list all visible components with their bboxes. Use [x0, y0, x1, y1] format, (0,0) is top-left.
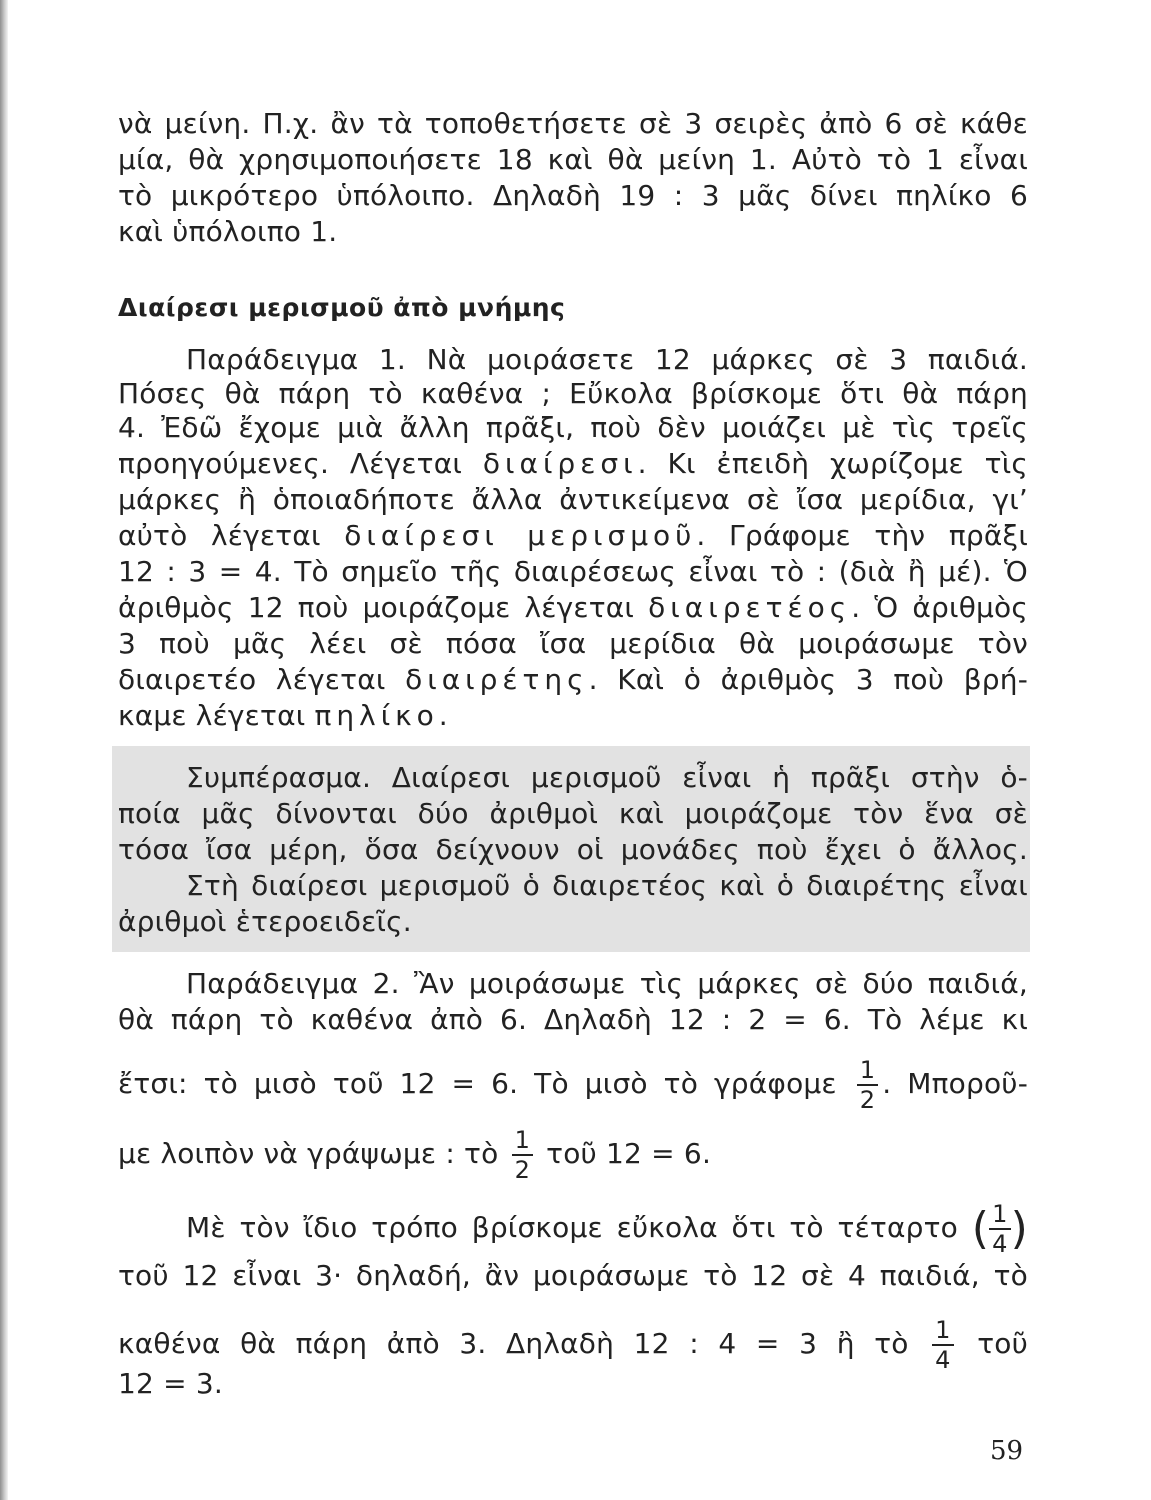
text-line: [118, 1316, 1029, 1374]
text-line: [118, 1126, 1028, 1184]
term-pilikio: πηλίκο: [314, 699, 439, 732]
fraction-numerator: 1: [512, 1126, 533, 1156]
paren-close: ): [1010, 1203, 1028, 1254]
conclusion-line: τόσα ἴσα μέρη, ὅσα δείχνουν οἱ μονάδες ποὺ ἔχει ὁ ἄλλος.: [118, 833, 1028, 866]
text-run: . Ὁ ἀριθμὸς: [851, 591, 1028, 624]
fraction-denominator: 4: [935, 1346, 951, 1374]
term-diairesi-merismou: διαίρεσι μερισμοῦ: [344, 519, 697, 552]
text-run: Μὲ τὸν ἴδιο τρόπο βρίσκομε εὔκολα ὅτι τὸ τέταρτο: [186, 1211, 958, 1244]
text-line: τὸ μικρότερο ὑπόλοιπο. Δηλαδὴ 19 : 3 μᾶς δίνει πηλίκο 6: [118, 179, 1028, 212]
text-line: Παράδειγμα 2. Ἂν μοιράσωμε τὶς μάρκες σὲ δύο παιδιά,: [186, 967, 1028, 1000]
text-line: νὰ μείνη. Π.χ. ἂν τὰ τοποθετήσετε σὲ 3 σειρὲς ἀπὸ 6 σὲ κάθε: [118, 107, 1028, 140]
text-run: τοῦ: [977, 1327, 1029, 1360]
text-run: διαιρετέο λέγεται: [118, 663, 406, 696]
text-run: . Μποροῦ-: [882, 1067, 1029, 1100]
conclusion-line: Στὴ διαίρεσι μερισμοῦ ὁ διαιρετέος καὶ ὁ διαιρέτης εἶναι: [186, 869, 1028, 902]
text-line: μία, θὰ χρησιμοποιήσετε 18 καὶ θὰ μείνη 1. Αὐτὸ τὸ 1 εἶναι: [118, 143, 1028, 176]
text-run: με λοιπὸν νὰ γράψωμε : τὸ: [118, 1137, 499, 1170]
text-line: 3 ποὺ μᾶς λέει σὲ πόσα ἴσα μερίδια θὰ μοιράσωμε τὸν: [118, 627, 1028, 660]
conclusion-line: Συμπέρασμα. Διαίρεσι μερισμοῦ εἶναι ἡ πρᾶξι στὴν ὁ-: [186, 761, 1028, 794]
fraction-numerator: 1: [932, 1316, 953, 1346]
text-line: [118, 588, 1028, 628]
text-line: [118, 696, 1028, 736]
text-run: ἀριθμὸς 12 ποὺ μοιράζομε λέγεται: [118, 591, 649, 624]
text-run: τοῦ 12 = 6.: [546, 1137, 712, 1170]
text-line: θὰ πάρη τὸ καθένα ἀπὸ 6. Δηλαδὴ 12 : 2 = 6. Τὸ λέμε κι: [118, 1003, 1028, 1036]
term-diaireteos: διαιρετέος: [648, 591, 852, 624]
text-line: Παράδειγμα 1. Νὰ μοιράσετε 12 μάρκες σὲ 3 παιδιά.: [186, 343, 1028, 376]
fraction-half: [857, 1056, 878, 1114]
text-line: [118, 444, 1028, 484]
text-run: ἔτσι: τὸ μισὸ τοῦ 12 = 6. Τὸ μισὸ τὸ γράφομε: [118, 1067, 837, 1100]
text-run: καμε λέγεται: [118, 699, 315, 732]
text-run: . Κι ἐπειδὴ χωρίζομε τὶς: [637, 447, 1028, 480]
text-line: 12 : 3 = 4. Τὸ σημεῖο τῆς διαιρέσεως εἶναι τὸ : (διὰ ἢ μέ). Ὁ: [118, 555, 1028, 588]
page-number: 59: [990, 1436, 1024, 1466]
paren-open: (: [971, 1203, 990, 1254]
fraction-quarter: [989, 1200, 1010, 1258]
text-run: αὐτὸ λέγεται: [118, 519, 345, 552]
fraction-denominator: 2: [514, 1156, 531, 1184]
term-diairesi: διαίρεσι: [482, 447, 638, 480]
text-line: καὶ ὑπόλοιπο 1.: [118, 215, 338, 248]
fraction-denominator: 4: [992, 1230, 1008, 1258]
text-line: μάρκες ἢ ὁποιαδήποτε ἄλλα ἀντικείμενα σὲ ἴσα μερίδια, γι’: [118, 483, 1028, 516]
term-diairetis: διαιρέτης: [405, 663, 589, 696]
fraction-numerator: 1: [989, 1200, 1010, 1230]
text-run: . Γράφομε τὴν πρᾶξι: [696, 519, 1029, 552]
text-line: Πόσες θὰ πάρη τὸ καθένα ; Εὔκολα βρίσκομε ὅτι θὰ πάρη: [118, 377, 1028, 410]
text-line: [118, 1056, 1029, 1114]
text-run: .: [438, 699, 448, 732]
text-run: προηγούμενες. Λέγεται: [118, 447, 483, 480]
text-line: τοῦ 12 εἶναι 3· δηλαδή, ἂν μοιράσωμε τὸ 12 σὲ 4 παιδιά, τὸ: [118, 1259, 1028, 1292]
text-line: 12 = 3.: [118, 1367, 224, 1400]
text-run: . Καὶ ὁ ἀριθμὸς 3 ποὺ βρή-: [588, 663, 1029, 696]
fraction-denominator: 2: [859, 1086, 876, 1114]
text-line: [118, 660, 1028, 700]
text-line: 4. Ἐδῶ ἔχομε μιὰ ἄλλη πρᾶξι, ποὺ δὲν μοιάζει μὲ τὶς τρεῖς: [118, 411, 1028, 444]
text-run: καθένα θὰ πάρη ἀπὸ 3. Δηλαδὴ 12 : 4 = 3 ἢ τὸ: [118, 1327, 909, 1360]
conclusion-line: ἀριθμοὶ ἑτεροειδεῖς.: [118, 905, 412, 938]
section-heading: Διαίρεσι μερισμοῦ ἀπὸ μνήμης: [118, 293, 566, 322]
conclusion-line: ποία μᾶς δίνονται δύο ἀριθμοὶ καὶ μοιράζομε τὸν ἕνα σὲ: [118, 797, 1028, 830]
fraction-numerator: 1: [857, 1056, 878, 1086]
fraction-half: [512, 1126, 533, 1184]
text-line: [118, 516, 1028, 556]
text-line: [186, 1200, 1028, 1258]
